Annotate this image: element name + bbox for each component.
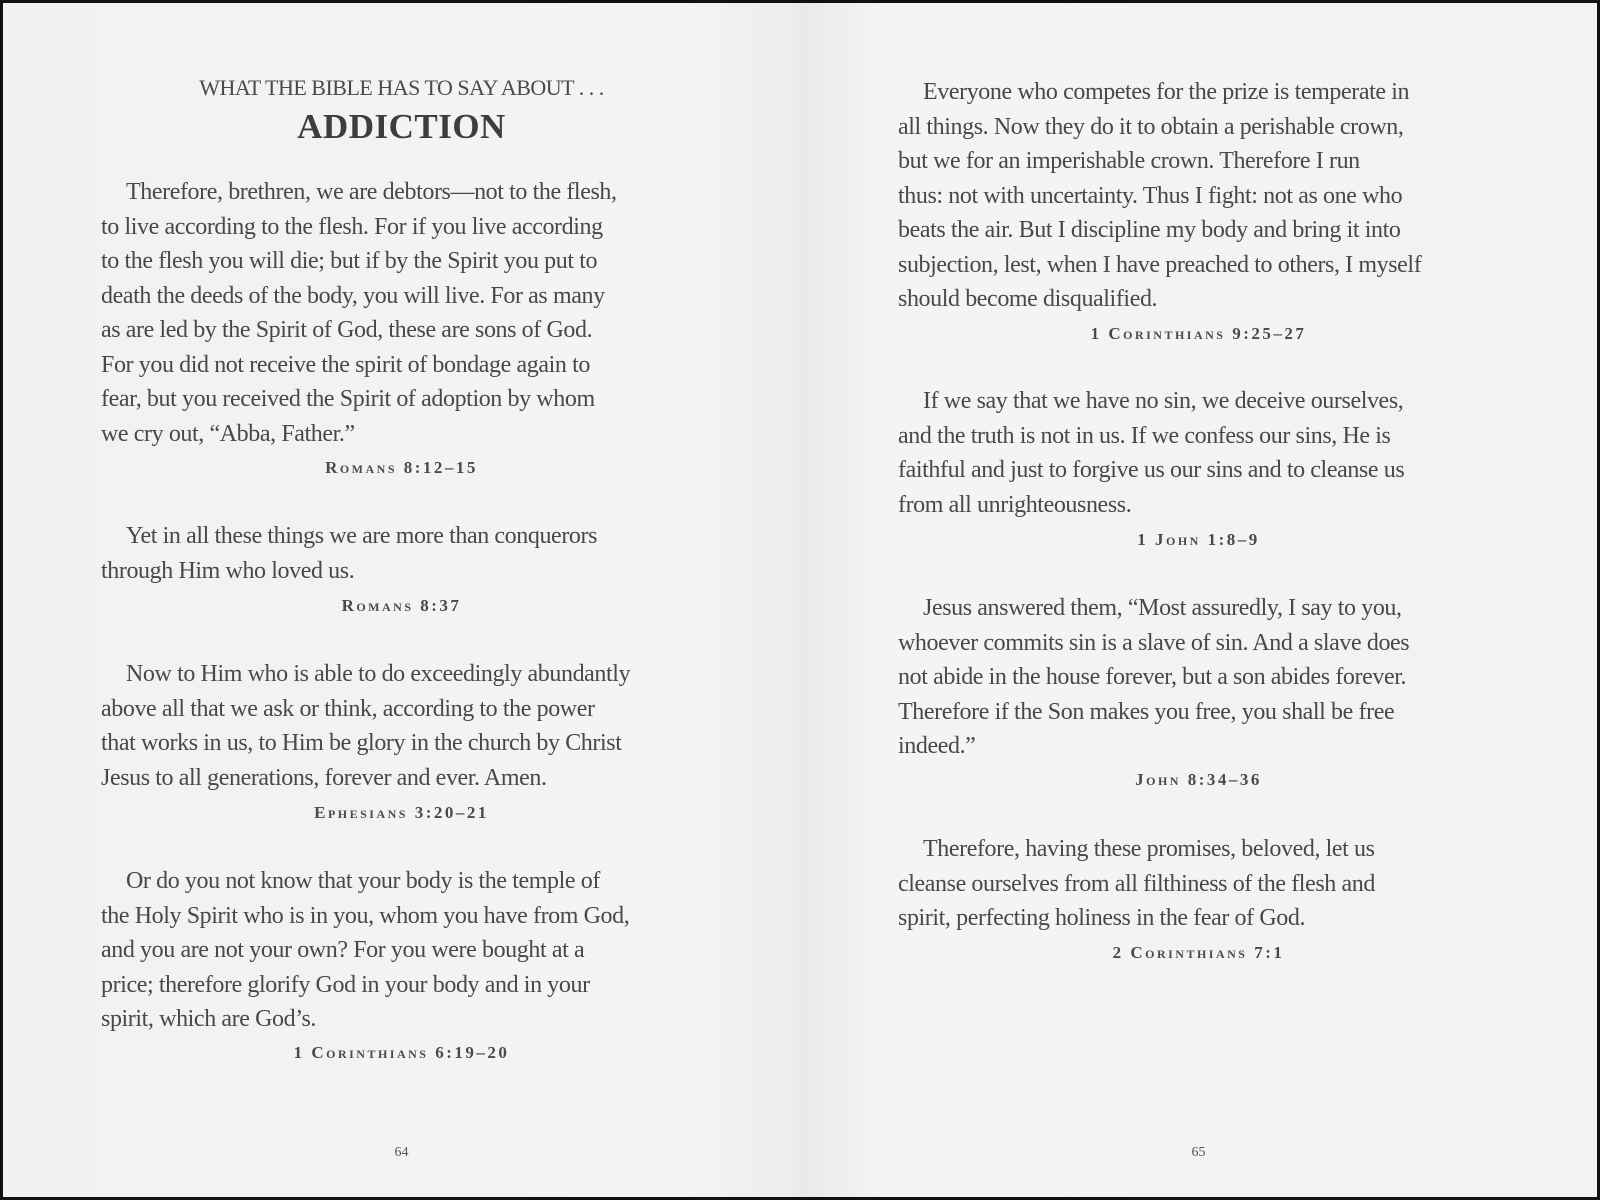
passage-line: not abide in the house forever, but a son abides forever. <box>898 664 1407 690</box>
passage-line: and you are not your own? For you were bought at a <box>101 937 585 963</box>
passage-line: spirit, which are God’s. <box>101 1006 317 1032</box>
passage-line: the Holy Spirit who is in you, whom you have from God, <box>101 902 630 929</box>
passage-line: Jesus answered them, “Most assuredly, I say to you, <box>923 595 1402 621</box>
page-number: 65 <box>1191 1145 1206 1160</box>
passage-line: and the truth is not in us. If we confess our sins, He is <box>898 422 1391 449</box>
passage-line: price; therefore glorify God in your body and in your <box>101 971 590 998</box>
passage-line: indeed.” <box>898 733 976 759</box>
passage-line: Everyone who competes for the prize is temperate in <box>923 79 1410 105</box>
passage-line: whoever commits sin is a slave of sin. And a slave does <box>898 629 1410 656</box>
passage-line: cleanse ourselves from all filthiness of the flesh and <box>898 870 1375 897</box>
passage-line: should become disqualified. <box>898 286 1158 312</box>
scripture-reference: 2 Corinthians 7:1 <box>1112 943 1285 962</box>
right-page <box>800 3 1597 1197</box>
page-number: 64 <box>394 1145 409 1160</box>
scripture-reference: 1 Corinthians 9:25–27 <box>1090 324 1307 343</box>
passage-line: Therefore, having these promises, beloved, let us <box>923 836 1375 862</box>
passage-line: subjection, lest, when I have preached to others, I myself <box>898 251 1422 278</box>
passage <box>101 864 629 1037</box>
passage-line: beats the air. But I discipline my body and bring it into <box>898 217 1401 243</box>
passage-line: Now to Him who is able to do exceedingly abundantly <box>126 661 631 687</box>
scripture-reference: John 8:34–36 <box>1135 770 1262 789</box>
scripture-reference: Romans 8:37 <box>341 596 462 615</box>
passage-line: For you did not receive the spirit of bondage again to <box>101 351 590 378</box>
passage <box>898 75 1421 317</box>
book-spread <box>3 3 1597 1197</box>
passage-line: faithful and just to forgive us our sins and to cleanse us <box>898 457 1405 483</box>
scripture-reference: 1 John 1:8–9 <box>1137 530 1260 549</box>
passage <box>101 657 630 795</box>
passage-line: Yet in all these things we are more than conquerors <box>126 523 598 549</box>
passage-line: If we say that we have no sin, we deceive ourselves, <box>923 388 1404 414</box>
passage-line: from all unrighteousness. <box>898 491 1132 518</box>
passage-line: that works in us, to Him be glory in the church by Christ <box>101 730 622 756</box>
passage-line: we cry out, “Abba, Father.” <box>101 420 355 447</box>
left-page <box>3 3 800 1197</box>
chapter-title: ADDICTION <box>297 107 506 146</box>
passage-line: Therefore if the Son makes you free, you shall be free <box>898 698 1395 725</box>
scripture-reference: 1 Corinthians 6:19–20 <box>293 1043 510 1062</box>
passage-line: as are led by the Spirit of God, these are sons of God. <box>101 317 593 343</box>
passage-line: above all that we ask or think, according to the power <box>101 695 595 722</box>
passage <box>898 384 1404 522</box>
passage-line: to live according to the flesh. For if you live according <box>101 213 603 240</box>
passage-line: Or do you not know that your body is the temple of <box>126 868 600 894</box>
passage <box>898 591 1409 764</box>
scripture-reference: Ephesians 3:20–21 <box>314 803 489 822</box>
passage-line: death the deeds of the body, you will live. For as many <box>101 282 605 309</box>
passage-line: thus: not with uncertainty. Thus I fight: not as one who <box>898 182 1403 209</box>
passage <box>101 175 617 451</box>
passage <box>898 832 1375 936</box>
passage-line: Therefore, brethren, we are debtors—not to the flesh, <box>126 179 617 205</box>
scripture-reference: Romans 8:12–15 <box>325 458 478 477</box>
passage-line: Jesus to all generations, forever and ever. Amen. <box>101 764 547 791</box>
chapter-kicker: WHAT THE BIBLE HAS TO SAY ABOUT . . . <box>199 75 604 100</box>
passage-line: through Him who loved us. <box>101 557 355 584</box>
passage-line: to the flesh you will die; but if by the Spirit you put to <box>101 248 598 274</box>
passage-line: fear, but you received the Spirit of adoption by whom <box>101 386 595 412</box>
passage-line: spirit, perfecting holiness in the fear of God. <box>898 905 1306 931</box>
passage-line: but we for an imperishable crown. Therefore I run <box>898 148 1360 174</box>
passage-line: all things. Now they do it to obtain a perishable crown, <box>898 113 1404 140</box>
passage <box>101 519 597 588</box>
